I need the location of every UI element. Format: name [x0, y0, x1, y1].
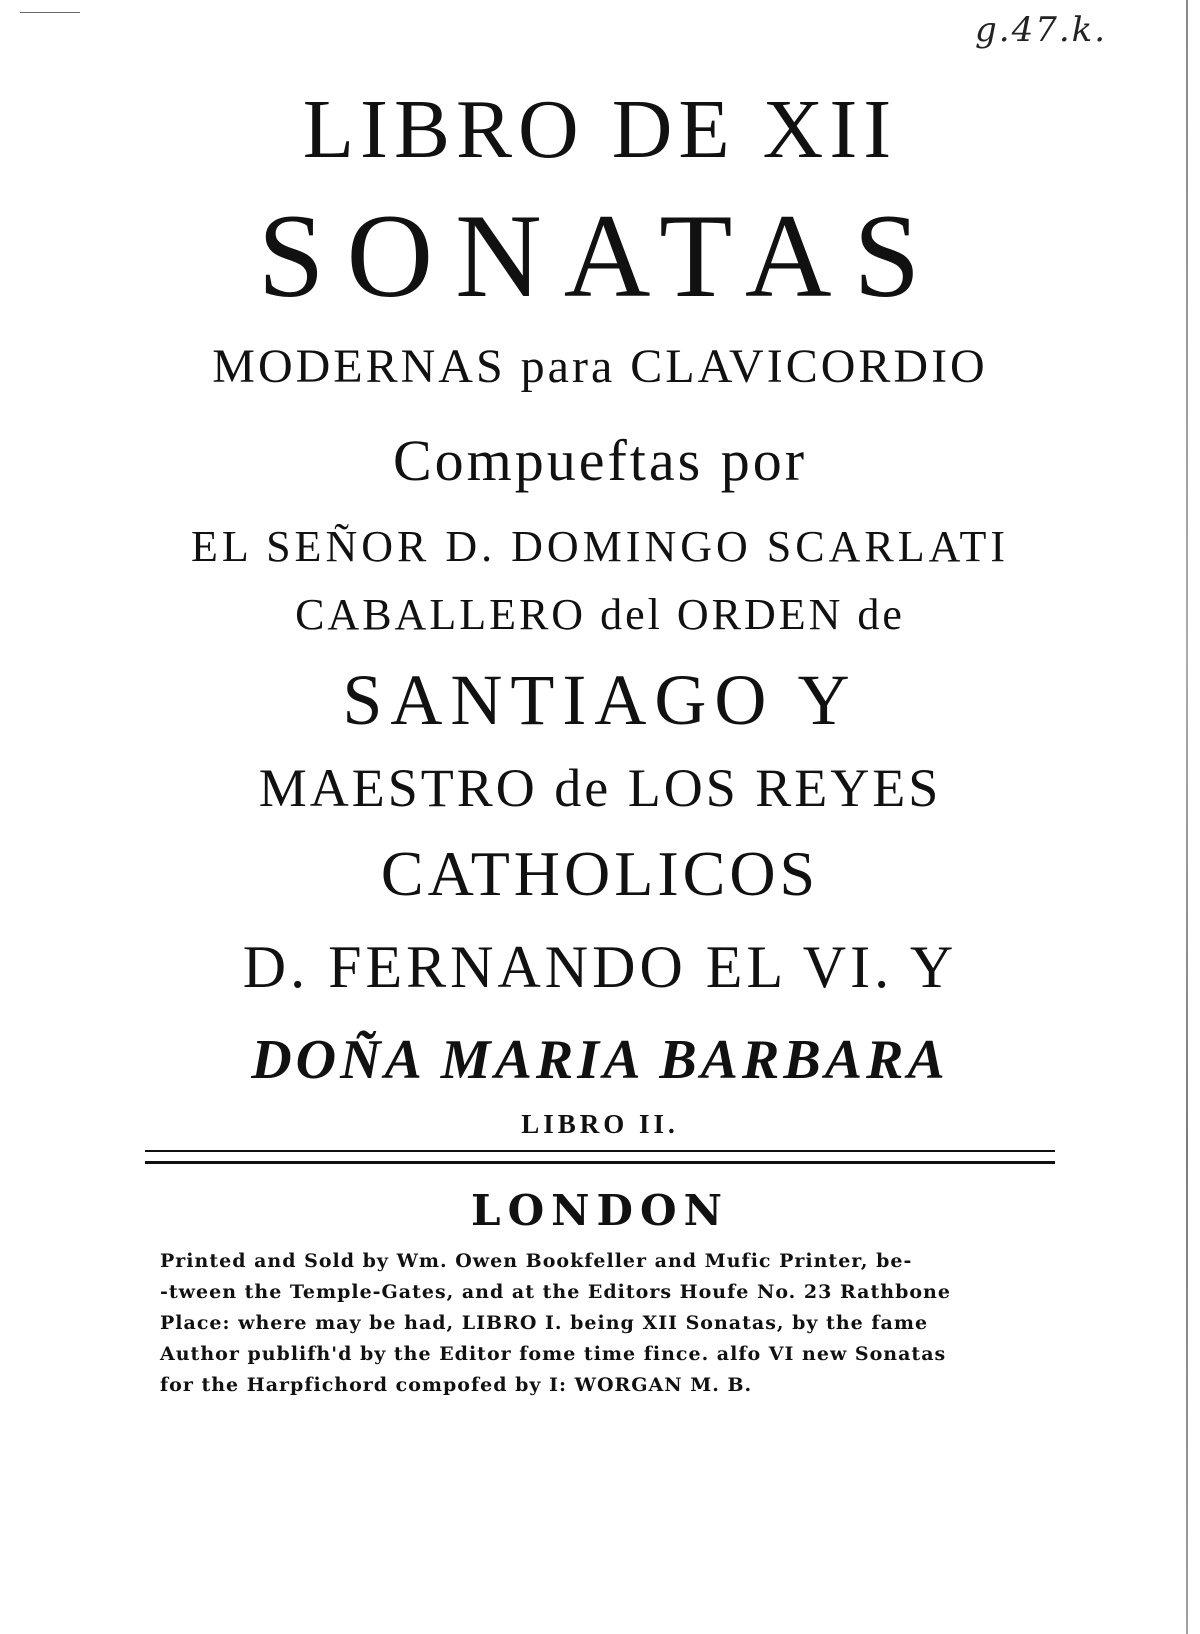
imprint-line: for the Harpfichord compofed by I: WORGAN M. B.: [160, 1374, 753, 1396]
double-rule-divider: [145, 1150, 1055, 1164]
title-line-santiago: SANTIAGO Y: [342, 660, 858, 740]
title-line-modernas: MODERNAS para CLAVICORDIO: [212, 340, 988, 393]
title-line-composer: EL SEÑOR D. DOMINGO SCARLATI: [190, 522, 1010, 571]
page-edge-mark: [20, 12, 80, 13]
imprint-line: -tween the Temple-Gates, and at the Editors Houfe No. 23 Rathbone: [160, 1281, 951, 1303]
handwritten-shelfmark: g.47.k.: [975, 10, 1108, 50]
imprint-line: Author publifh'd by the Editor fome time fince. alfo VI new Sonatas: [160, 1343, 947, 1365]
imprint-line: Place: where may be had, LIBRO I. being XII Sonatas, by the fame: [160, 1312, 929, 1334]
title-line-compuestas: Compueftas por: [392, 428, 808, 493]
imprint-city: LONDON: [471, 1186, 729, 1235]
imprint-line: Printed and Sold by Wm. Owen Bookfeller and Mufic Printer, be-: [160, 1250, 913, 1272]
title-line-maestro: MAESTRO de LOS REYES: [258, 758, 942, 818]
title-line-maria-barbara: DOÑA MARIA BARBARA: [251, 1029, 949, 1091]
title-line-catholicos: CATHOLICOS: [380, 838, 820, 909]
imprint-text: [160, 1246, 1060, 1401]
title-line-fernando: D. FERNANDO EL VI. Y: [242, 934, 958, 1000]
title-line-caballero: CABALLERO del ORDEN de: [295, 590, 905, 639]
title-line-libro-ii: LIBRO II.: [521, 1109, 679, 1139]
title-line-libro-de-xii: LIBRO DE XII: [302, 83, 898, 176]
title-line-sonatas: SONATAS: [257, 189, 943, 322]
